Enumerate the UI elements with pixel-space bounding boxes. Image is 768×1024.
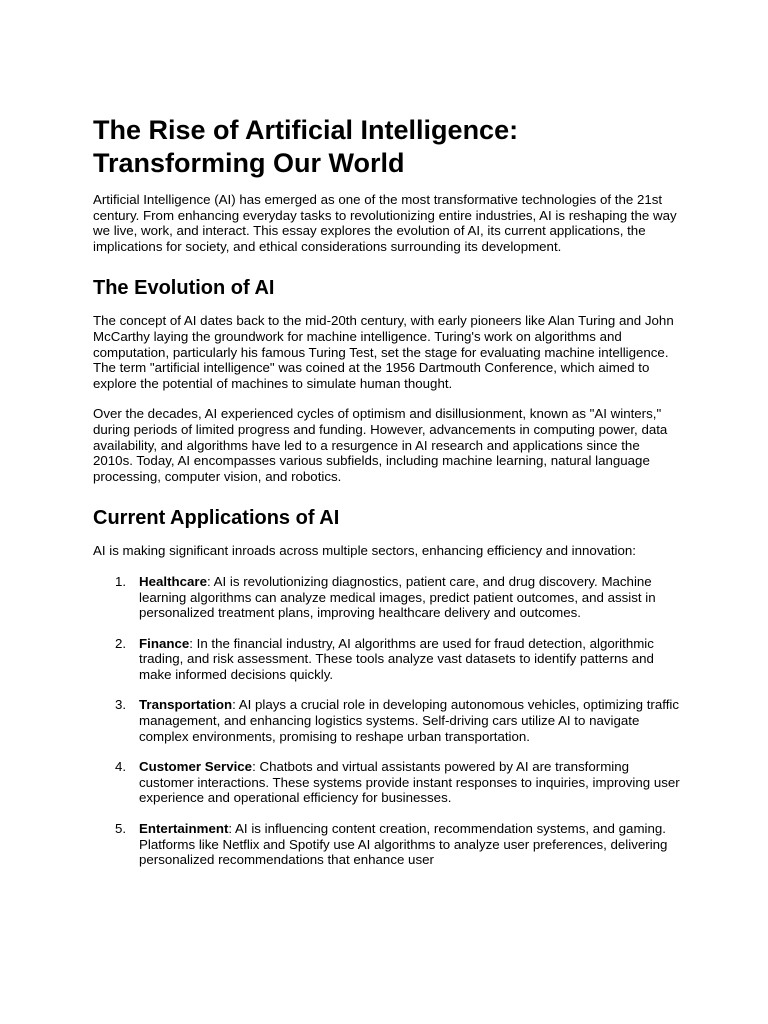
- list-item-number: 5.: [115, 821, 127, 837]
- list-item-number: 2.: [115, 635, 127, 651]
- list-item: [93, 574, 683, 621]
- list-item-term: Customer Service: [139, 759, 253, 775]
- applications-list: [93, 574, 683, 868]
- document-title: The Rise of Artificial Intelligence: Transforming Our World: [93, 115, 519, 178]
- evolution-paragraph-2: Over the decades, AI experienced cycles of optimism and disillusionment, known as "AI winters," during periods of limited progress and funding. However, advancements in computing power, data availability, and algorithms have led to a resurgence in AI research and applications since the 2010s. Today, AI encompasses various subfields, including machine learning, natural language processing, computer vision, and robotics.: [93, 406, 668, 484]
- list-item-text: : In the financial industry, AI algorithms are used for fraud detection, algorithmic trading, and risk assessment. These tools analyze vast datasets to identify patterns and make informed decisions quickly.: [139, 635, 654, 682]
- list-item-term: Entertainment: [139, 821, 229, 837]
- list-item: [93, 759, 683, 806]
- list-item-term: Healthcare: [139, 573, 207, 589]
- intro-paragraph: Artificial Intelligence (AI) has emerged as one of the most transformative technologies of the 21st century. From enhancing everyday tasks to revolutionizing entire industries, AI is reshaping the way we live, work, and interact. This essay explores the evolution of AI, its current applications, the implications for society, and ethical considerations surrounding its development.: [93, 192, 677, 254]
- section-heading-applications: Current Applications of AI: [93, 507, 340, 530]
- evolution-paragraph-1: The concept of AI dates back to the mid-20th century, with early pioneers like Alan Turing and John McCarthy laying the groundwork for machine intelligence. Turing's work on algorithms and computation, particularly his famous Turing Test, set the stage for evaluating machine intelligence. The term "artificial intelligence" was coined at the 1956 Dartmouth Conference, which aimed to explore the potential of machines to simulate human thought.: [93, 313, 674, 391]
- list-item-number: 4.: [115, 759, 127, 775]
- list-item-number: 3.: [115, 697, 127, 713]
- list-item-number: 1.: [115, 573, 127, 589]
- list-item-text: : AI is revolutionizing diagnostics, patient care, and drug discovery. Machine learning algorithms can analyze medical images, predict patient outcomes, and assist in personalized treatment plans, improving healthcare delivery and outcomes.: [139, 573, 656, 621]
- list-item: [93, 821, 683, 868]
- list-item: [93, 636, 683, 683]
- document-page: [93, 114, 683, 883]
- list-item: [93, 697, 683, 744]
- section-heading-evolution: The Evolution of AI: [93, 277, 275, 300]
- list-item-text: : AI plays a crucial role in developing autonomous vehicles, optimizing traffic management, and enhancing logistics systems. Self-driving cars utilize AI to navigate complex environments, promising to reshape urban transportation.: [139, 697, 680, 744]
- list-item-text: : AI is influencing content creation, recommendation systems, and gaming. Platforms like Netflix and Spotify use AI algorithms to analyze user preferences, delivering personalized recommendations that enhance user: [139, 821, 668, 868]
- list-item-text: : Chatbots and virtual assistants powered by AI are transforming customer interactions. These systems provide instant responses to inquiries, improving user experience and operational efficiency for businesses.: [139, 759, 680, 806]
- applications-intro-paragraph: AI is making significant inroads across multiple sectors, enhancing efficiency and innovation:: [93, 543, 636, 559]
- list-item-term: Transportation: [139, 697, 233, 713]
- list-item-term: Finance: [139, 635, 190, 651]
